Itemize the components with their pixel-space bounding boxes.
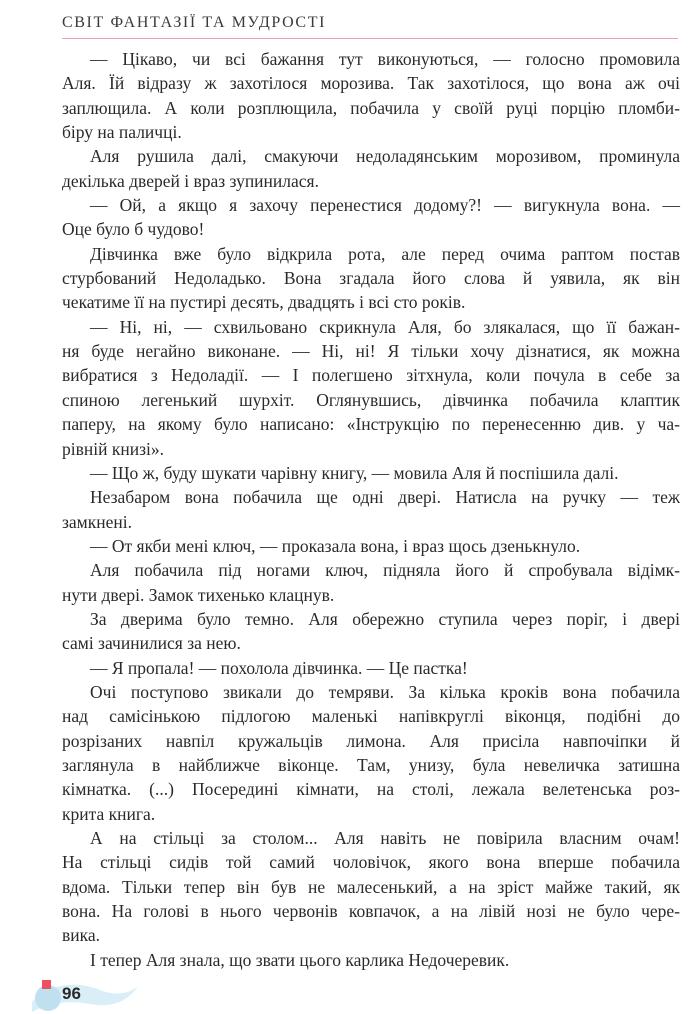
text-line: стурбований Недоладько. Вона згадала його слова й уявила, як він	[62, 268, 680, 289]
text-line: — Цікаво, чи всі бажання тут виконуються, — голосно промовила	[90, 49, 680, 69]
text-line: Незабаром вона побачила ще одні двері. Натисла на ручку — теж	[90, 487, 680, 508]
text-line: За дверима було темно. Аля обережно ступила через поріг, і двері	[90, 608, 680, 629]
text-line: кімнатка. (...) Посередині кімнати, на столі, лежала велетенська роз-	[62, 779, 680, 800]
page-corner-decoration	[30, 966, 140, 1014]
text-line: розрізаних навпіл кружальців лимона. Аля присіла навпочіпки й	[62, 730, 680, 751]
text-line: Аля. Їй відразу ж захотілося морозива. Так захотілося, що вона аж очі	[62, 73, 680, 94]
text-line: — От якби мені ключ, — проказала вона, і враз щось дзенькнуло.	[90, 535, 581, 556]
text-line: біру на паличці.	[62, 122, 182, 143]
text-line: заплющила. А коли розплющила, побачила у своїй руці порцію пломби-	[62, 97, 680, 118]
running-header	[62, 8, 678, 39]
text-line: А на стільці за столом... Аля навіть не повірила власним очам!	[90, 828, 680, 848]
text-line: спиною легенький шурхіт. Оглянувшись, дівчинка побачила клаптик	[62, 389, 680, 410]
text-line: декілька дверей і враз зупинилася.	[62, 170, 319, 191]
text-line: — Ой, а якщо я захочу перенестися додому?! — вигукнула вона. —	[90, 195, 680, 216]
text-line: самі зачинилися за нею.	[62, 633, 241, 654]
text-line: Очі поступово звикали до темряви. За кілька кроків вона побачила	[90, 681, 680, 702]
text-line: — Ні, ні, — схвильовано скрикнула Аля, бо злякалася, що її бажан-	[90, 316, 680, 337]
text-line: над самісінькою підлогою маленькі напівкруглі віконця, подібні до	[62, 706, 680, 727]
text-line: Аля побачила під ногами ключ, підняла його й спробувала відімк-	[90, 560, 680, 581]
text-line: Аля рушила далі, смакуючи недоладянським морозивом, проминула	[90, 146, 680, 167]
text-line: — Я пропала! — похолола дівчинка. — Це пастка!	[90, 657, 468, 678]
text-line: замкнені.	[62, 511, 132, 532]
story-text	[62, 47, 680, 972]
text-line: нути двері. Замок тихенько клацнув.	[62, 584, 335, 605]
section-title: СВІТ ФАНТАЗІЇ ТА МУДРОСТІ	[62, 14, 326, 31]
text-line: На стільці сидів той самий чоловічок, якого вона вперше побачила	[62, 852, 680, 873]
text-line: — Що ж, буду шукати чарівну книгу, — мовила Аля й поспішила далі.	[90, 462, 619, 483]
text-line: заглянула в найближче віконце. Там, унизу, була невеличка затишна	[62, 754, 680, 775]
text-line: паперу, на якому було написано: «Інструкцію по перенесенню див. у ча-	[62, 414, 680, 435]
page-number: 96	[62, 984, 81, 1003]
text-line: вибратися з Недоладії. — І полегшено зітхнула, коли почула в себе за	[62, 365, 680, 386]
text-line: Оце було б чудово!	[62, 219, 205, 240]
text-line: І тепер Аля знала, що звати цього карлика Недочеревик.	[90, 949, 510, 970]
text-line: рівній книзі».	[62, 438, 164, 459]
text-line: ня буде негайно виконане. — Ні, ні! Я тільки хочу дізнатися, як можна	[62, 341, 680, 362]
text-line: крита книга.	[62, 803, 156, 824]
text-line: чекатиме її на пустирі десять, двадцять і всі сто років.	[62, 292, 466, 313]
text-line: вика.	[62, 925, 101, 946]
text-line: вона. На голові в нього червонів ковпачок, а на лівій нозі не було чере-	[62, 901, 680, 922]
text-line: вдома. Тільки тепер він був не малесенький, а на зріст майже такий, як	[62, 876, 680, 897]
text-line: Дівчинка вже було відкрила рота, але перед очима раптом постав	[90, 243, 680, 264]
